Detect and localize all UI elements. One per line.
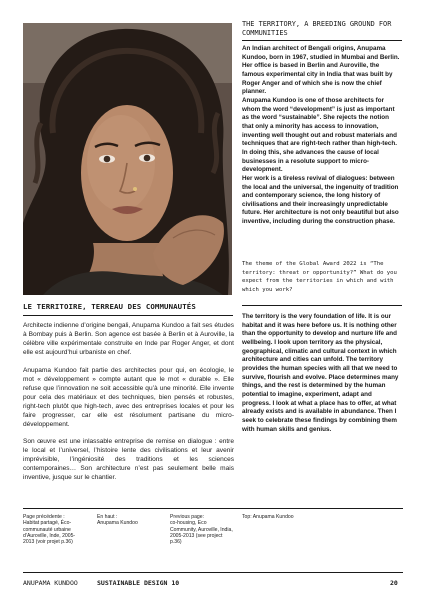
caption-top-fr: En haut : Anupama Kundoo xyxy=(97,514,138,527)
french-section-title: LE TERRITOIRE, TERREAU DES COMMUNAUTÉS xyxy=(23,302,196,311)
footer-architect-name: ANUPAMA KUNDOO xyxy=(23,579,78,587)
footer-publication: SUSTAINABLE DESIGN 10 xyxy=(97,579,180,587)
caption-top-en: Top: Anupama Kundoo xyxy=(242,514,294,520)
english-body xyxy=(242,45,400,227)
caption-previous-page-en: Previous page: co-housing, Eco Community, Auroville, India, 2005-2013 (see project p.36) xyxy=(170,514,233,546)
page-number: 20 xyxy=(390,579,398,587)
english-paragraph: Her work is a tireless revival of dialogues: between the local and the universal, the ingenuity of tradition and contemporary science, the long history of civilisations and their increasingly unpredictable future. Her architecture is not only beautiful but also inventive, including during the construction phase. xyxy=(242,174,399,226)
portrait-photo xyxy=(23,23,232,295)
french-paragraph: Anupama Kundoo fait partie des architectes pour qui, en écologie, le mot « développement » compte autant que le mot « durable ». Elle refuse que l’innovation ne soit accessible qu’à une minorité. Elle invente pour cela des matériaux et des techniques, bien pensés et robustes, right-tech plutôt que high-tech, avec des entreprises locales et pour les faire progresser, car elle est résolument partisane du micro-développement. xyxy=(23,366,234,428)
interview-answer: The territory is the very foundation of life. It is our habitat and it was here before us. It is nothing other than the opportunity to develop and nurture life and wellbeing. I look upon territory as the physical, geographical, climatic and cultural context in which architecture and cities can unfold. The territory provides the human species with all that we need to survive, flourish and evolve. Place determines many things, and the rest is determined by the human potential to imagine, experiment, adapt and progress. I look at what a place has to offer, at what already exists and is available in abundance. Then I seek to celebrate these findings by combining them with human skills and genius. xyxy=(242,313,399,433)
interview-question: The theme of the Global Award 2022 is “The territory: threat or opportunity?” What do you expect from the territories in which and with which you work? xyxy=(242,261,397,293)
french-body xyxy=(23,322,234,483)
question-rule xyxy=(242,305,402,306)
footer-rule xyxy=(23,572,403,573)
english-section-title: THE TERRITORY, A BREEDING GROUND FOR COMMUNITIES xyxy=(242,20,392,37)
french-paragraph: Architecte indienne d’origine bengali, Anupama Kundoo a fait ses études à Bombay puis à Berlin. Son agence est basée à Berlin et à Auroville, la célèbre ville expérimentale construite en Inde par Roger Anger, et dont elle est aujourd’hui urbaniste en chef. xyxy=(23,322,234,356)
caption-rule xyxy=(23,508,403,509)
english-paragraph: An Indian architect of Bengali origins, Anupama Kundoo, born in 1967, studied in Mumbai and Berlin. Her office is based in Berlin and Auroville, the famous experimental city in India that was built by Roger Anger and of which she is now the chief planner. xyxy=(242,45,400,96)
french-title-rule xyxy=(23,315,233,316)
caption-previous-page-fr: Page précédente : Habitat partagé, Éco-communauté urbaine d’Auroville, Inde, 2005-2013 (voir projet p.36) xyxy=(23,514,76,546)
english-paragraph: Anupama Kundoo is one of those architects for whom the word “development” is just as important as the word “sustainable”. She rejects the notion that only a minority has access to innovation, inventing well thought out and robust materials and techniques that are right-tech rather than high-tech. In doing this, she advances the cause of local businesses in a resolute support to micro-development. xyxy=(242,96,397,174)
english-title-rule xyxy=(242,40,402,41)
french-paragraph: Son œuvre est une inlassable entreprise de remise en dialogue : entre le local et l’universel, l’histoire lente des civilisations et leur avenir imprévisible, l’ingéniosité des traditions et les sciences contemporaines… Son architecture n’est pas seulement belle mais inventive, jusque sur le chantier. xyxy=(23,438,234,482)
